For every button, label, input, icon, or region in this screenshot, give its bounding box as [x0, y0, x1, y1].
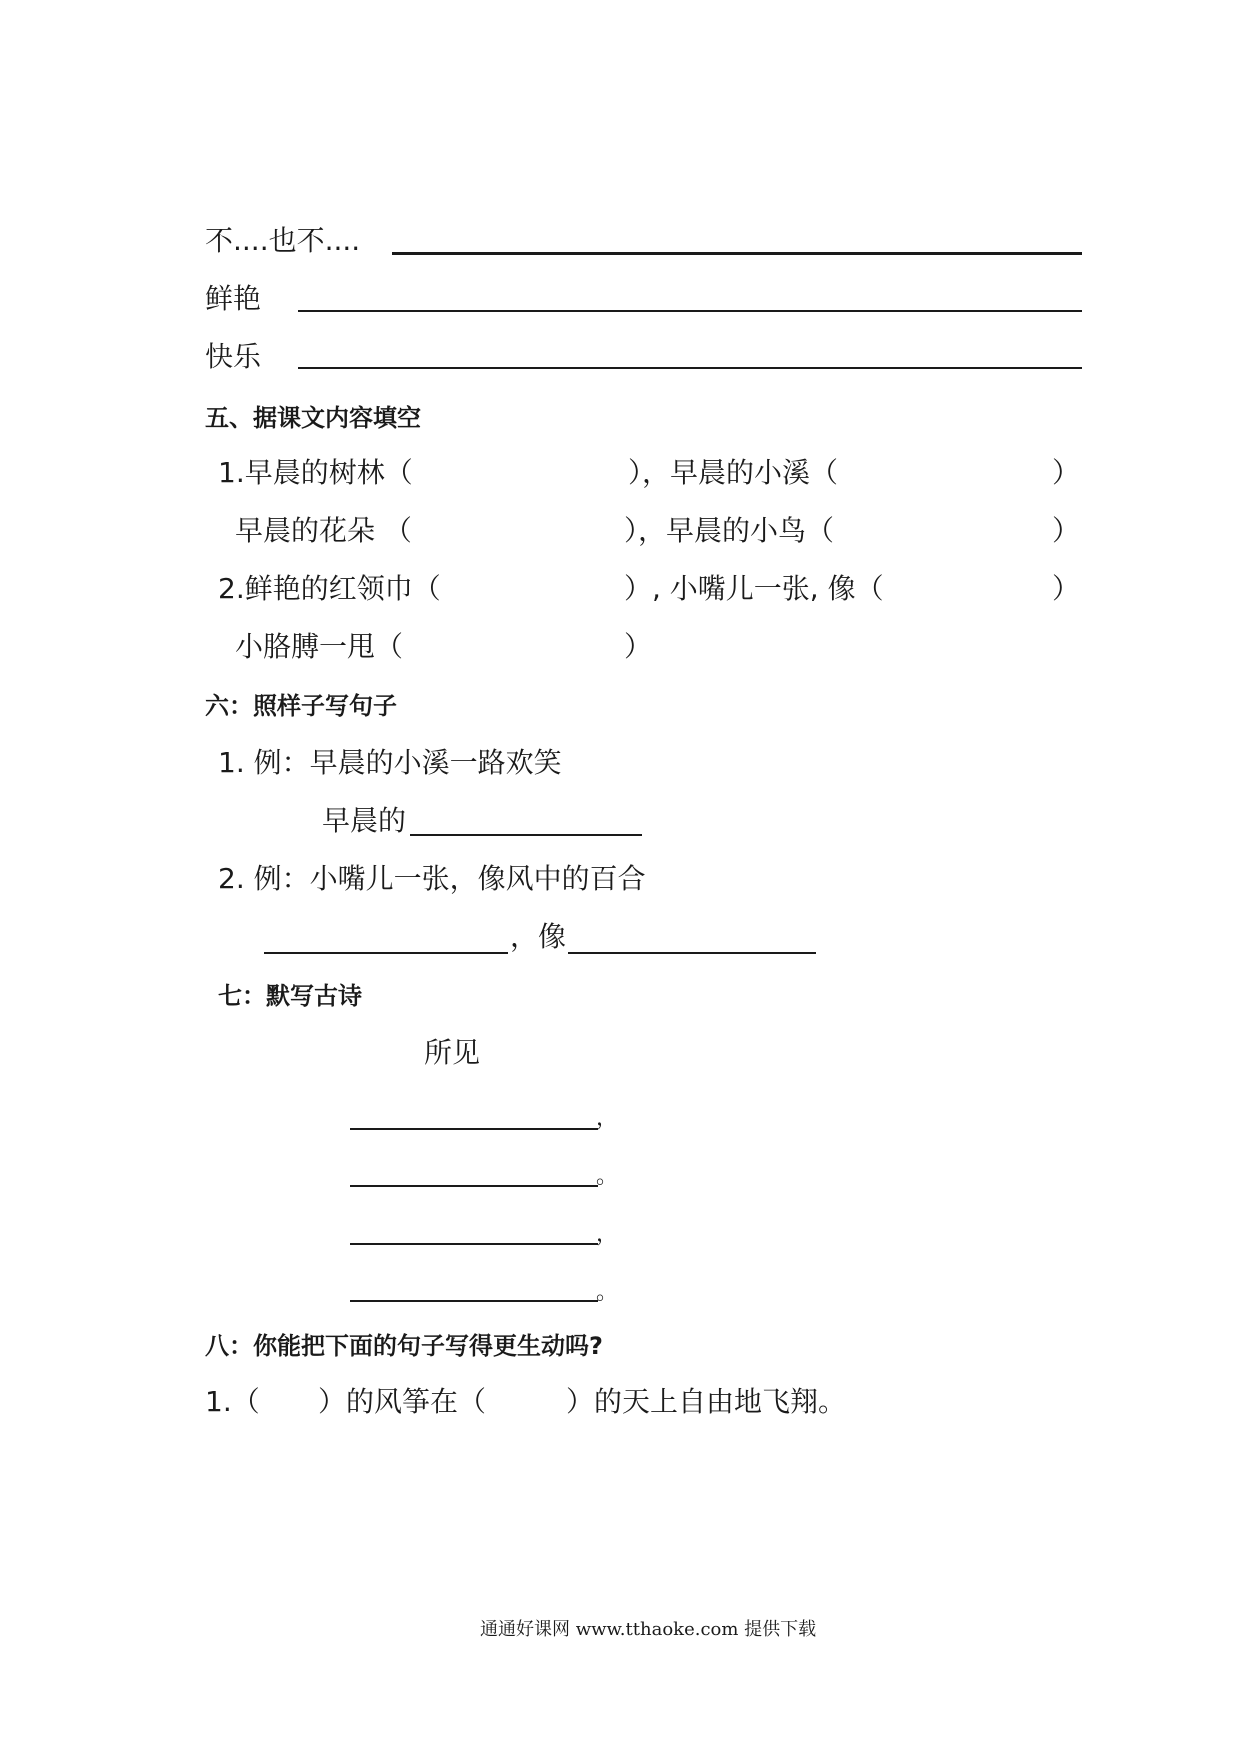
fill-q2a-mid: ）, 小嘴儿一张, 像（: [624, 572, 884, 605]
poem-punct-4: 。: [596, 1280, 619, 1305]
answer-line[interactable]: [410, 834, 642, 836]
vivid-q1-b: ）的风筝在（: [318, 1385, 487, 1418]
section8-heading: 八：你能把下面的句子写得更生动吗?: [205, 1332, 603, 1360]
answer-line[interactable]: [298, 310, 1082, 312]
poem-line-4[interactable]: [350, 1300, 598, 1302]
fill-q1b-mid: ），早晨的小鸟（: [624, 514, 835, 547]
fill-q2b-end: ）: [624, 630, 653, 663]
sentence-word-2: 鲜艳: [205, 282, 262, 315]
section5-heading: 五、据课文内容填空: [205, 404, 421, 432]
answer-line[interactable]: [264, 952, 508, 954]
vivid-q1-c: ）的天上自由地飞翔。: [566, 1385, 847, 1418]
example-1-prompt: 早晨的: [322, 804, 407, 837]
answer-line[interactable]: [298, 367, 1082, 369]
answer-line[interactable]: [392, 252, 1082, 255]
example-2: 2. 例：小嘴儿一张，像风中的百合: [218, 862, 646, 895]
answer-line[interactable]: [568, 952, 816, 954]
fill-q1a-mid: ），早晨的小溪（: [628, 456, 839, 489]
poem-punct-1: ，: [596, 1106, 619, 1131]
example-2-comma: ，像: [510, 920, 567, 953]
section7-heading: 七：默写古诗: [218, 982, 362, 1010]
poem-line-1[interactable]: [350, 1128, 598, 1130]
footer-source: 通通好课网 www.tthaoke.com 提供下载: [480, 1619, 817, 1640]
poem-line-3[interactable]: [350, 1243, 598, 1245]
poem-punct-2: 。: [596, 1164, 619, 1189]
fill-q2a-left: 2.鲜艳的红领巾（: [218, 572, 441, 605]
poem-line-2[interactable]: [350, 1185, 598, 1187]
sentence-word-3: 快乐: [205, 340, 262, 373]
fill-q1b-end: ）: [1052, 514, 1081, 547]
fill-q2a-end: ）: [1052, 572, 1081, 605]
fill-q1a-left: 1.早晨的树林（: [218, 456, 413, 489]
sentence-word-1: 不....也不....: [205, 224, 361, 257]
section6-heading: 六：照样子写句子: [205, 692, 397, 720]
fill-q1a-end: ）: [1052, 456, 1081, 489]
fill-q1b-left: 早晨的花朵 （: [235, 514, 412, 547]
poem-title: 所见: [424, 1036, 481, 1069]
example-1: 1. 例：早晨的小溪一路欢笑: [218, 746, 562, 779]
poem-punct-3: ，: [596, 1222, 619, 1247]
vivid-q1-a: 1.（: [205, 1385, 260, 1418]
fill-q2b-left: 小胳膊一甩（: [235, 630, 404, 663]
